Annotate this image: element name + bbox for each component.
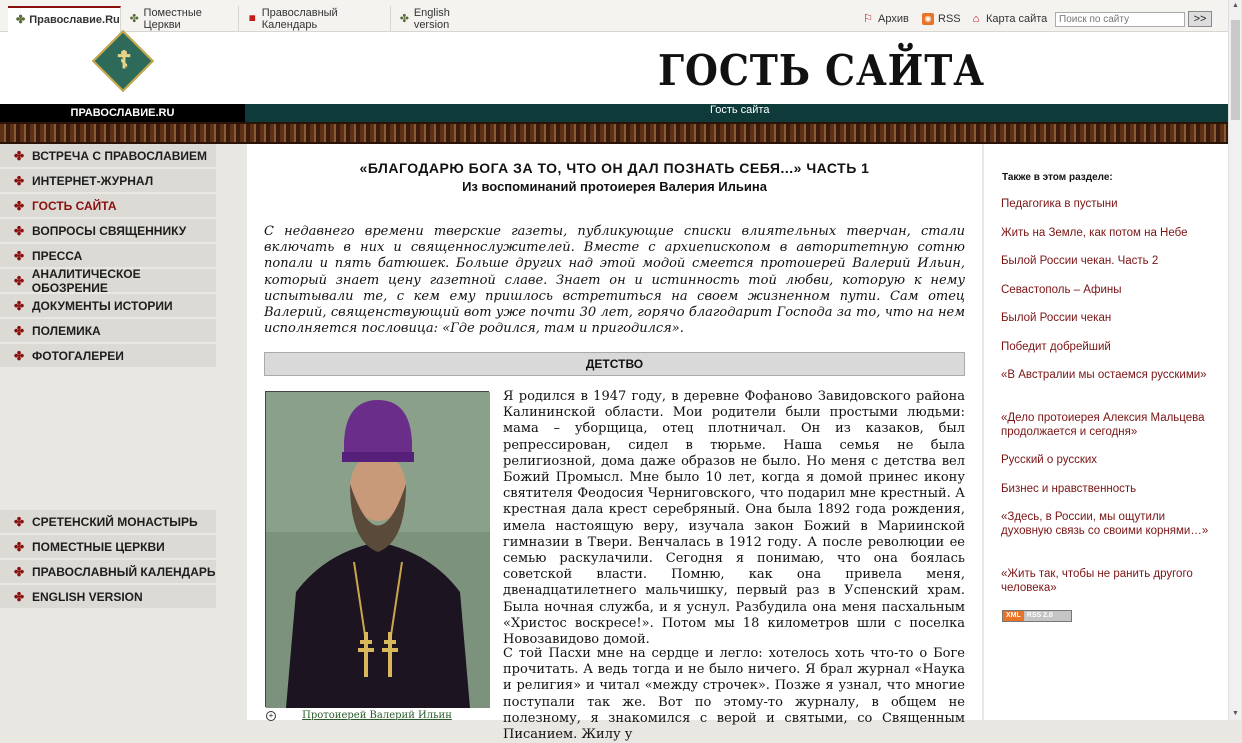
cross-bullet-icon: ✤	[14, 323, 25, 338]
related-heading: Также в этом разделе:	[1002, 172, 1113, 183]
sidebar-item-calendar[interactable]	[0, 560, 216, 584]
sidebar-item-label: ENGLISH VERSION	[32, 589, 143, 604]
cross-bullet-icon: ✤	[14, 564, 25, 579]
cross-bullet-icon: ✤	[14, 248, 25, 263]
rss-icon: ◉	[922, 13, 934, 25]
related-link[interactable]: «В Австралии мы остаемся русскими»	[1001, 369, 1207, 381]
top-navigation-bar	[0, 0, 1228, 32]
tab-label: English version	[413, 7, 450, 31]
cross-bullet-icon: ✤	[14, 173, 25, 188]
sidebar-item-label: СРЕТЕНСКИЙ МОНАСТЫРЬ	[32, 514, 198, 529]
sidebar-item-label: ИНТЕРНЕТ-ЖУРНАЛ	[32, 173, 154, 188]
sidebar-item-history-docs[interactable]	[0, 294, 216, 318]
archive-label: Архив	[878, 13, 909, 25]
search-button[interactable]: >>	[1188, 11, 1212, 27]
cross-bullet-icon: ✤	[14, 348, 25, 363]
cross-bullet-icon: ✤	[14, 298, 25, 313]
scroll-thumb[interactable]	[1231, 20, 1240, 120]
sidebar-item-site-guest[interactable]	[0, 194, 216, 218]
rss-link[interactable]	[918, 6, 965, 32]
section-heading: ДЕТСТВО	[264, 352, 965, 376]
sidebar-item-label: ДОКУМЕНТЫ ИСТОРИИ	[32, 298, 173, 313]
related-link[interactable]: Педагогика в пустыни	[1001, 198, 1118, 210]
scroll-up-icon[interactable]: ▲	[1232, 2, 1239, 9]
related-link[interactable]: «Дело протоиерея Алексия Мальцева продолжается и сегодня»	[1001, 412, 1205, 439]
sidebar-item-orthodoxy-meeting[interactable]	[0, 144, 216, 168]
cross-bullet-icon: ✤	[14, 148, 25, 163]
breadcrumb[interactable]: Гость сайта	[710, 104, 770, 116]
cross-bullet-icon: ✤	[14, 589, 25, 604]
sidebar-item-internet-journal[interactable]	[0, 169, 216, 193]
calendar-icon: ▦	[249, 15, 256, 22]
related-link[interactable]: «Здесь, в России, мы ощутили духовную связь со своими корнями…»	[1001, 511, 1209, 538]
zoom-icon[interactable]: +	[266, 711, 276, 721]
cross-bullet-icon: ✤	[14, 539, 25, 554]
sidebar-item-label: ПРАВОСЛАВНЫЙ КАЛЕНДАРЬ	[32, 564, 216, 579]
cross-logo-icon: ☦	[116, 47, 132, 74]
globe-icon: ✤	[399, 13, 410, 25]
church-icon: ✤	[129, 13, 139, 25]
sidebar-item-label: ГОСТЬ САЙТА	[32, 198, 117, 213]
tab-local-churches[interactable]	[121, 6, 239, 32]
sidebar-item-local-churches[interactable]	[0, 535, 216, 559]
tab-label: Православие.Ru	[29, 14, 120, 26]
sidebar-item-label: ВСТРЕЧА С ПРАВОСЛАВИЕМ	[32, 148, 208, 163]
nav-strip	[0, 104, 1228, 122]
related-link[interactable]: Бизнес и нравственность	[1001, 483, 1137, 495]
rss-badge-xml: XML	[1003, 611, 1024, 621]
sidebar-item-press[interactable]	[0, 244, 216, 268]
vertical-scrollbar[interactable]	[1228, 0, 1241, 720]
related-articles-panel	[984, 144, 1228, 720]
sidebar-item-label: ПРЕССА	[32, 248, 83, 263]
tab-label: Поместные Церкви	[143, 7, 202, 31]
site-header	[0, 32, 1228, 104]
archive-icon: ⚐	[863, 13, 873, 25]
search-input[interactable]	[1055, 12, 1185, 27]
cross-bullet-icon: ✤	[14, 198, 25, 213]
sidebar	[0, 144, 216, 720]
related-link[interactable]: Севастополь – Афины	[1001, 284, 1122, 296]
sitemap-link[interactable]	[966, 6, 1051, 32]
sidebar-item-photo-galleries[interactable]	[0, 344, 216, 368]
cross-icon: ✤	[16, 14, 26, 26]
sidebar-item-analytics[interactable]	[0, 266, 216, 295]
priest-portrait-image	[266, 392, 490, 708]
sitemap-icon: ⌂	[972, 13, 980, 25]
decorative-ornament-border	[0, 122, 1228, 144]
sidebar-item-label: ВОПРОСЫ СВЯЩЕННИКУ	[32, 223, 187, 238]
article-paragraph: Я родился в 1947 году, в деревне Фофаново Завидовского района Калининской области. Мои родители были простыми людьми: мама – уборщица, отец плотничал. Он из казаков, был репрессирован, сидел в тюрьме. Наша семья не была религиозной, дома даже образов не было. Но меня с детства вел Божий Промысл. Мне было 10 лет, когда я домой принес икону святителя Феодосия Черниговского, что подарил мне крестный. А крестная дала крест серебряный. Она была 1892 года рождения, имела настоящую веру, изучала закон Божий в Мариинской гимназии в Твери. Венчалась в 1912 году. А после революции ее семью раскулачили. Сегодня я понимаю, что она боялась советской власти. Помню, как она привела меня, двенадцатилетнего мальчишку, первый раз в Успенский храм. Была ночная служба, и я уснул. Разбудила она меня пасхальным «Христос воскресе!». Потом мы 18 километров шли с поселка Новозавидово домой.	[503, 389, 965, 648]
brand-link[interactable]: ПРАВОСЛАВИЕ.RU	[0, 104, 245, 122]
article-title: «БЛАГОДАРЮ БОГА ЗА ТО, ЧТО ОН ДАЛ ПОЗНАТЬ СЕБЯ...» ЧАСТЬ 1	[359, 160, 870, 176]
cross-bullet-icon: ✤	[14, 273, 25, 288]
related-link[interactable]: Русский о русских	[1001, 454, 1098, 466]
article-content	[247, 144, 982, 743]
tab-calendar[interactable]	[239, 6, 391, 32]
sidebar-item-english[interactable]	[0, 585, 216, 609]
tab-english[interactable]	[391, 6, 489, 32]
tab-label: Православный Календарь	[261, 7, 338, 31]
rss-badge-version: RSS 2.0	[1024, 611, 1071, 621]
rss-label: RSS	[938, 13, 961, 25]
scroll-down-icon[interactable]: ▼	[1232, 710, 1239, 717]
archive-link[interactable]	[858, 6, 913, 32]
rss-feed-badge[interactable]	[1002, 610, 1072, 622]
sidebar-item-sretensky[interactable]	[0, 510, 216, 534]
article-lead: С недавнего времени тверские газеты, публикующие списки влиятельных тверчан, стали включать в них и священнослужителей. Вместе с архиепископом в авторитетную сотню попали и пять батюшек. Больше других над этой модой смеется протоиерей Валерий Ильин, который знает цену газетной славе. Знает он и истинность той любви, которую к нему испытывали те, с кем ему пришлось встретиться на своем жизненном пути. Сам отец Валерий, священствующий вот уже почти 30 лет, горячо благодарит Господа за то, что на нем исполняется пословица: «Где родился, там и пригодился».	[264, 224, 965, 337]
cross-bullet-icon: ✤	[14, 514, 25, 529]
sidebar-item-label: АНАЛИТИЧЕСКОЕ ОБОЗРЕНИЕ	[31, 266, 141, 295]
photo-caption-link[interactable]: Протоиерей Валерий Ильин	[302, 710, 452, 721]
sidebar-item-label: ФОТОГАЛЕРЕИ	[32, 348, 124, 363]
related-link[interactable]: Победит добрейший	[1001, 341, 1111, 353]
sidebar-item-label: ПОЛЕМИКА	[32, 323, 101, 338]
page-title: ГОСТЬ САЙТА	[658, 46, 985, 95]
article-paragraph: С той Пасхи мне на сердце и легло: хотелось хоть что-то о Боге прочитать. А ведь тогда и не было ничего. Я брал журнал «Наука и религия» и читал «между строчек». Позже я узнал, что многие поступали так же. Вот по этому-то журналу, в общем не полезному, я знакомился с верой и святыми, со Священным Писанием. Жилу у	[503, 646, 965, 743]
article-subtitle: Из воспоминаний протоиерея Валерия Ильина	[462, 179, 767, 194]
sitemap-label: Карта сайта	[986, 13, 1048, 25]
sidebar-item-label: ПОМЕСТНЫЕ ЦЕРКВИ	[32, 539, 165, 554]
priest-photo[interactable]	[265, 391, 489, 707]
cross-bullet-icon: ✤	[14, 223, 25, 238]
tab-pravoslavie[interactable]	[8, 6, 121, 32]
related-link[interactable]: Былой России чекан	[1001, 312, 1112, 324]
related-link[interactable]: Жить на Земле, как потом на Небе	[1001, 227, 1188, 239]
sidebar-item-questions[interactable]	[0, 219, 216, 243]
related-link[interactable]: «Жить так, чтобы не ранить другого человека»	[1001, 568, 1193, 595]
related-link[interactable]: Былой России чекан. Часть 2	[1001, 255, 1159, 267]
sidebar-item-polemics[interactable]	[0, 319, 216, 343]
